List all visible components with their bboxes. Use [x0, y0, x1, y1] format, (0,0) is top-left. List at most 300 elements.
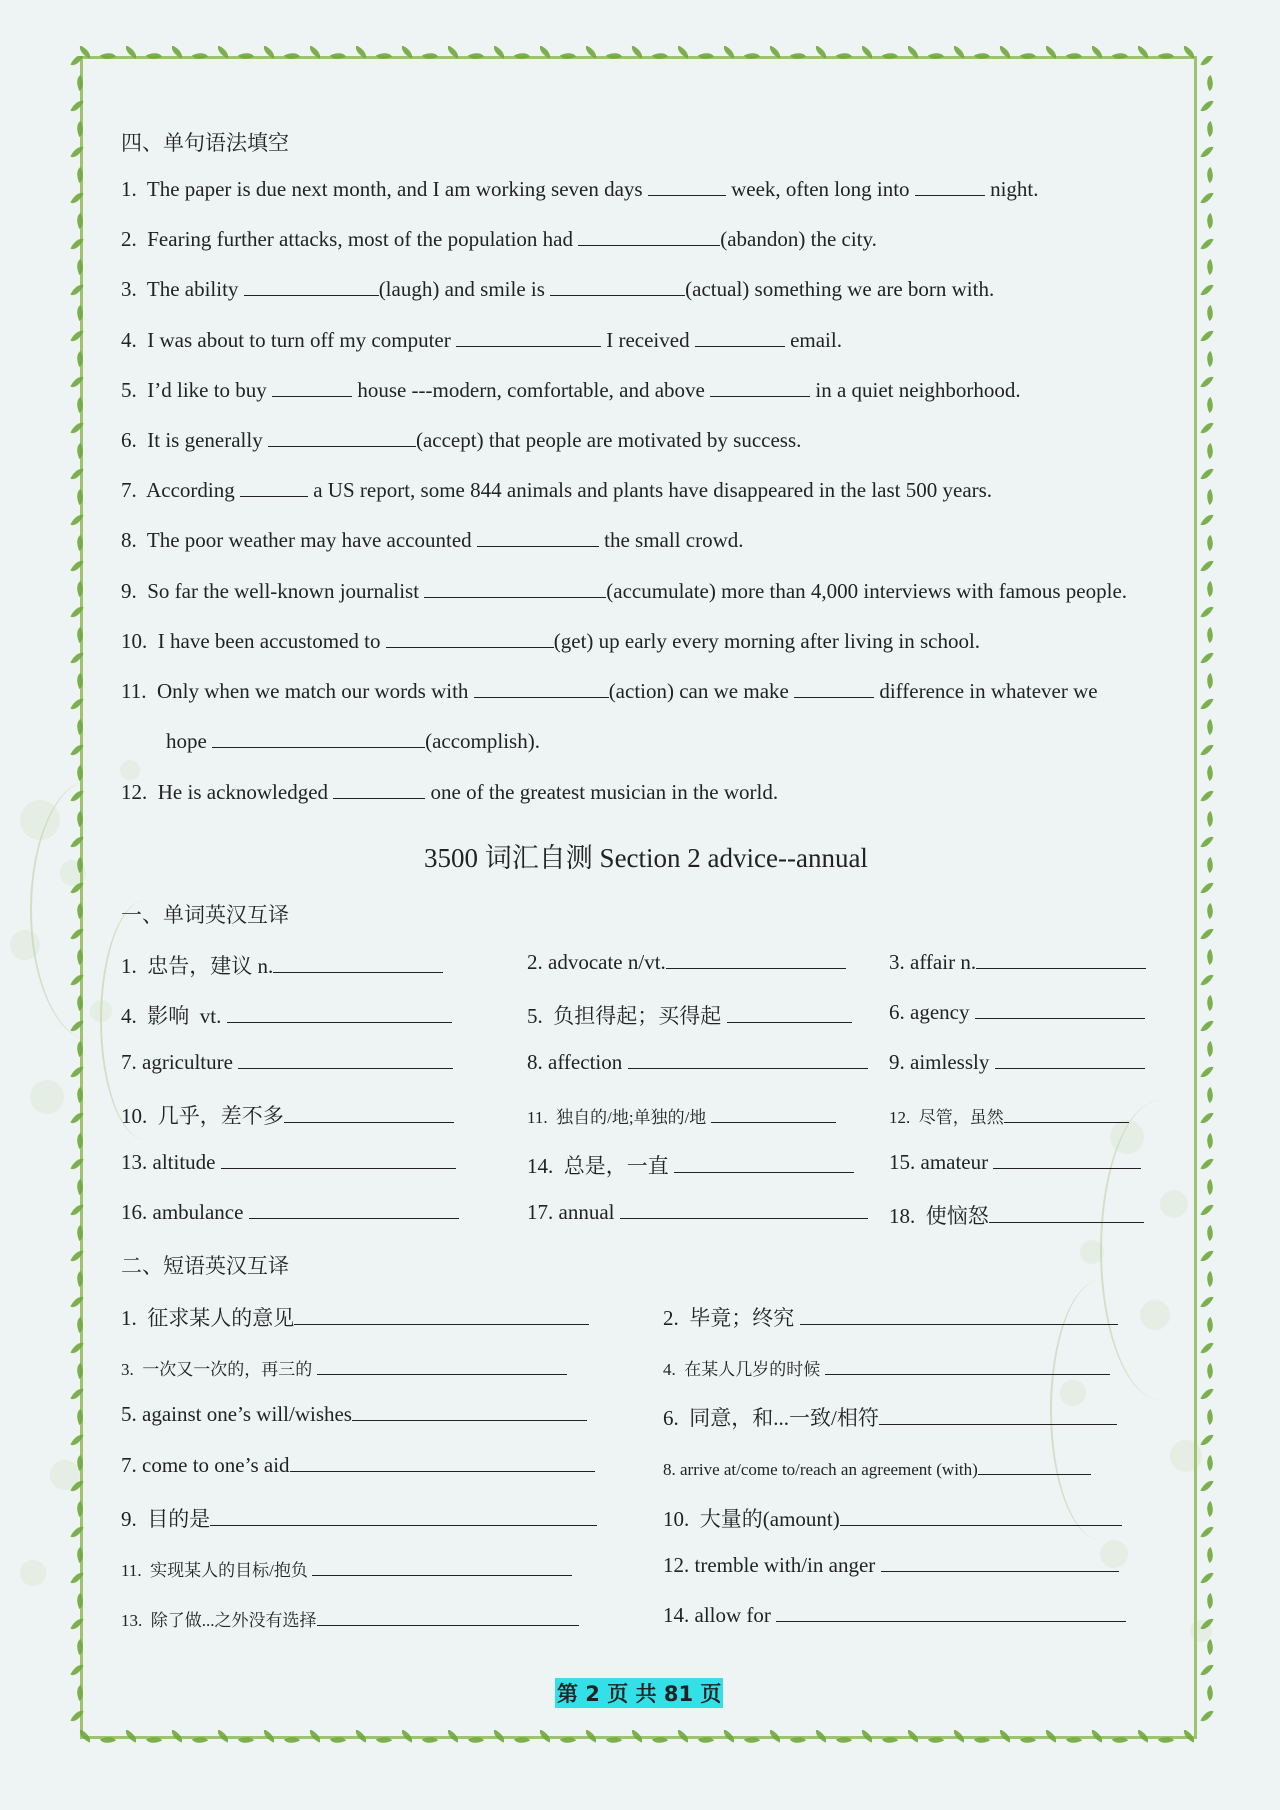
vine-leaf — [1203, 903, 1216, 919]
vine-leaf — [859, 46, 875, 59]
answer-blank[interactable] — [249, 1200, 459, 1219]
answer-blank[interactable] — [238, 1050, 453, 1069]
vine-leaf — [951, 46, 967, 59]
vine-leaf — [70, 466, 83, 482]
vine-leaf — [73, 1455, 86, 1471]
vine-leaf — [70, 788, 83, 804]
vine-leaf — [73, 903, 86, 919]
vine-leaf — [70, 1570, 83, 1586]
vine-leaf — [836, 49, 852, 62]
vine-leaf — [70, 558, 83, 574]
vine-leaf — [1200, 558, 1213, 574]
translation-item — [121, 950, 443, 980]
translation-item — [121, 1050, 453, 1075]
answer-blank[interactable] — [666, 950, 846, 969]
vine-leaf — [73, 1271, 86, 1287]
translation-item — [663, 1355, 1110, 1380]
answer-blank[interactable] — [975, 1000, 1145, 1019]
vine-leaf — [1200, 236, 1213, 252]
vine-leaf — [1203, 443, 1216, 459]
translation-item — [663, 1603, 1126, 1628]
vine-leaf — [1200, 1662, 1213, 1678]
vine-leaf — [1203, 995, 1216, 1011]
vine-leaf — [70, 1616, 83, 1632]
answer-blank[interactable] — [227, 1004, 452, 1023]
vine-leaf — [1200, 374, 1213, 390]
item-number: 8. — [121, 528, 147, 552]
item-number: 9. — [121, 579, 148, 603]
item-prompt: 6. 同意，和...一致/相符 — [663, 1406, 879, 1430]
vine-leaf — [1203, 581, 1216, 597]
vine-leaf — [974, 49, 990, 62]
item-text: It is generally — [147, 428, 268, 452]
item-prompt: 10. 几乎，差不多 — [121, 1104, 284, 1128]
answer-blank[interactable] — [710, 378, 810, 397]
vine-leaf — [1200, 98, 1213, 114]
grammar-item — [121, 528, 744, 553]
answer-blank[interactable] — [1004, 1104, 1129, 1123]
translation-item — [527, 1103, 836, 1128]
vine-leaf — [1181, 46, 1197, 59]
answer-blank[interactable] — [915, 177, 985, 196]
item-prompt: 9. aimlessly — [889, 1050, 995, 1074]
item-prompt: 4. 在某人几岁的时候 — [663, 1360, 825, 1379]
item-text: According — [146, 478, 240, 502]
answer-blank[interactable] — [272, 378, 352, 397]
answer-blank[interactable] — [221, 1150, 456, 1169]
item-text: Fearing further attacks, most of the population had — [147, 227, 579, 251]
vine-leaf — [1203, 1087, 1216, 1103]
vine-leaf — [73, 1317, 86, 1333]
item-text: in a quiet neighborhood. — [810, 378, 1021, 402]
vine-leaf — [445, 46, 461, 59]
vine-leaf — [70, 144, 83, 160]
vine-leaf — [70, 604, 83, 620]
vine-leaf — [330, 49, 346, 62]
vine-leaf — [1203, 1409, 1216, 1425]
translation-item — [663, 1503, 1122, 1533]
vine-leaf — [353, 1730, 369, 1743]
translation-item — [121, 1200, 459, 1225]
vine-leaf — [70, 1064, 83, 1080]
vine-leaf — [652, 49, 668, 62]
vine-leaf — [744, 49, 760, 62]
vine-leaf — [73, 765, 86, 781]
item-prompt: 10. 大量的(amount) — [663, 1507, 840, 1531]
vine-leaf — [1203, 719, 1216, 735]
item-text: (accomplish). — [425, 729, 540, 753]
answer-blank[interactable] — [993, 1150, 1141, 1169]
vine-leaf — [1200, 1570, 1213, 1586]
vine-leaf — [1203, 213, 1216, 229]
item-prompt: 17. annual — [527, 1200, 620, 1224]
answer-blank[interactable] — [352, 1402, 587, 1421]
vine-leaf — [70, 328, 83, 344]
vine-leaf — [675, 46, 691, 59]
vine-leaf — [1181, 1730, 1197, 1743]
vine-leaf — [100, 49, 116, 62]
vine-leaf — [70, 420, 83, 436]
vine-leaf — [307, 1730, 323, 1743]
answer-blank[interactable] — [695, 328, 785, 347]
vine-leaf — [169, 46, 185, 59]
vine-leaf — [146, 49, 162, 62]
vine-leaf — [73, 1409, 86, 1425]
vine-leaf — [767, 1730, 783, 1743]
vine-leaf — [399, 1730, 415, 1743]
item-prompt: 12. 尽管，虽然 — [889, 1108, 1004, 1127]
item-text: the small crowd. — [598, 528, 744, 552]
item-prompt: 5. 负担得起；买得起 — [527, 1004, 727, 1028]
vine-leaf — [330, 1733, 346, 1746]
vine-leaf — [169, 1730, 185, 1743]
vine-leaf — [70, 1202, 83, 1218]
vine-leaf — [73, 1179, 86, 1195]
vine-leaf — [1200, 1294, 1213, 1310]
vine-leaf — [744, 1733, 760, 1746]
vine-leaf — [1203, 765, 1216, 781]
vine-leaf — [376, 49, 392, 62]
vine-leaf — [1203, 1685, 1216, 1701]
item-text: I received — [600, 328, 695, 352]
vine-leaf — [1203, 259, 1216, 275]
item-text: (get) up early every morning after living in school. — [553, 629, 981, 653]
vine-leaf — [1203, 1363, 1216, 1379]
answer-blank[interactable] — [674, 1154, 854, 1173]
vine-leaf — [73, 75, 86, 91]
vine-leaf — [73, 1501, 86, 1517]
answer-blank[interactable] — [995, 1050, 1145, 1069]
vine-leaf — [1158, 49, 1174, 62]
vine-leaf — [1200, 880, 1213, 896]
answer-blank[interactable] — [273, 954, 443, 973]
vine-leaf — [73, 121, 86, 137]
item-text: difference in whatever we — [874, 679, 1098, 703]
item-prompt: 11. 独自的/地;单独的/地 — [527, 1108, 711, 1127]
vine-leaf — [1203, 811, 1216, 827]
answer-blank[interactable] — [268, 428, 416, 447]
vine-leaf — [1200, 420, 1213, 436]
answer-blank[interactable] — [879, 1406, 1117, 1425]
translation-item — [121, 1453, 595, 1478]
vine-leaf — [698, 1733, 714, 1746]
grammar-item — [166, 729, 540, 754]
vine-leaf — [146, 1733, 162, 1746]
vine-leaf — [1200, 1018, 1213, 1034]
item-prompt: 2. advocate n/vt. — [527, 950, 666, 974]
answer-blank[interactable] — [240, 478, 308, 497]
vine-leaf — [813, 1730, 829, 1743]
vine-leaf — [70, 834, 83, 850]
item-text: (laugh) and smile is — [378, 277, 551, 301]
vine-leaf — [1200, 1248, 1213, 1264]
vine-leaf — [1200, 56, 1213, 68]
vine-leaf — [284, 49, 300, 62]
answer-blank[interactable] — [800, 1306, 1118, 1325]
vine-leaf — [73, 857, 86, 873]
vine-leaf — [73, 259, 86, 275]
item-number: 12. — [121, 780, 158, 804]
vine-leaf — [70, 374, 83, 390]
vine-leaf — [123, 1730, 139, 1743]
vine-leaf — [629, 1730, 645, 1743]
vine-leaf — [560, 49, 576, 62]
vine-leaf — [1200, 742, 1213, 758]
grammar-item — [121, 478, 992, 503]
grammar-item — [121, 227, 877, 252]
item-prompt: 14. 总是，一直 — [527, 1154, 674, 1178]
vine-leaf — [1200, 1202, 1213, 1218]
vine-leaf — [1203, 1455, 1216, 1471]
answer-blank[interactable] — [840, 1507, 1122, 1526]
vine-leaf — [70, 98, 83, 114]
item-text: (action) can we make — [608, 679, 795, 703]
translation-item — [889, 1103, 1129, 1128]
item-prompt: 5. against one’s will/wishes — [121, 1402, 352, 1426]
answer-blank[interactable] — [648, 177, 726, 196]
item-text: The poor weather may have accounted — [146, 528, 477, 552]
grammar-item — [121, 579, 1127, 604]
vine-leaf — [951, 1730, 967, 1743]
vine-leaf — [70, 1386, 83, 1402]
vine-leaf — [73, 1639, 86, 1655]
vine-leaf — [70, 1478, 83, 1494]
answer-blank[interactable] — [825, 1356, 1110, 1375]
answer-blank[interactable] — [456, 328, 601, 347]
answer-blank[interactable] — [210, 1507, 597, 1526]
vine-leaf — [859, 1730, 875, 1743]
vine-leaf — [1200, 1616, 1213, 1632]
vine-leaf — [491, 1730, 507, 1743]
answer-blank[interactable] — [628, 1050, 868, 1069]
answer-blank[interactable] — [550, 277, 685, 296]
vine-leaf — [73, 949, 86, 965]
translation-item — [889, 1050, 1145, 1075]
item-text: one of the greatest musician in the world. — [425, 780, 779, 804]
vine-leaf — [790, 1733, 806, 1746]
vine-leaf — [1089, 1730, 1105, 1743]
translation-item — [121, 1150, 456, 1175]
item-text: (actual) something we are born with. — [685, 277, 995, 301]
vine-leaf — [675, 1730, 691, 1743]
vine-leaf — [73, 443, 86, 459]
vine-leaf — [1203, 673, 1216, 689]
translation-item — [121, 1000, 452, 1030]
vine-leaf — [1203, 1593, 1216, 1609]
answer-blank[interactable] — [424, 579, 606, 598]
page-number: 第 2 页 共 81 页 — [555, 1678, 723, 1708]
vine-leaf — [73, 1547, 86, 1563]
vine-leaf — [73, 811, 86, 827]
translation-item — [889, 1000, 1145, 1025]
vine-leaf — [73, 397, 86, 413]
item-number: 3. — [121, 277, 147, 301]
translation-item — [527, 950, 846, 975]
vine-leaf — [1135, 1730, 1151, 1743]
vine-leaf — [1203, 1639, 1216, 1655]
vine-leaf — [537, 46, 553, 59]
vine-leaf — [422, 1733, 438, 1746]
grammar-item — [121, 328, 842, 353]
vine-leaf — [882, 1733, 898, 1746]
answer-blank[interactable] — [578, 227, 720, 246]
answer-blank[interactable] — [474, 679, 609, 698]
flower-shape — [30, 1080, 64, 1114]
vine-leaf — [767, 46, 783, 59]
vine-leaf — [606, 1733, 622, 1746]
vine-leaf — [1203, 397, 1216, 413]
answer-blank[interactable] — [284, 1104, 454, 1123]
answer-blank[interactable] — [620, 1200, 868, 1219]
item-number: 5. — [121, 378, 148, 402]
vine-leaf — [1200, 788, 1213, 804]
item-text: (abandon) the city. — [720, 227, 877, 251]
vine-leaf — [583, 46, 599, 59]
item-prompt: 8. arrive at/come to/reach an agreement (with) — [663, 1460, 978, 1479]
vine-leaf — [1203, 1501, 1216, 1517]
vine-leaf — [70, 1248, 83, 1264]
vine-leaf — [73, 1041, 86, 1057]
vine-leaf — [215, 46, 231, 59]
vine-leaf — [1089, 46, 1105, 59]
translation-item — [121, 1606, 579, 1631]
vine-leaf — [1043, 46, 1059, 59]
vine-leaf — [721, 46, 737, 59]
answer-blank[interactable] — [386, 629, 554, 648]
answer-blank[interactable] — [978, 1456, 1091, 1475]
item-prompt: 13. altitude — [121, 1150, 221, 1174]
answer-blank[interactable] — [727, 1004, 852, 1023]
vine-leaf — [974, 1733, 990, 1746]
vine-leaf — [73, 1363, 86, 1379]
vine-leaf — [1020, 1733, 1036, 1746]
item-number: 4. — [121, 328, 148, 352]
vine-leaf — [70, 972, 83, 988]
vine-leaf — [73, 719, 86, 735]
grammar-item — [121, 277, 994, 302]
translation-item — [121, 1302, 589, 1332]
vine-leaf — [1203, 857, 1216, 873]
answer-blank[interactable] — [881, 1553, 1119, 1572]
item-text: week, often long into — [725, 177, 915, 201]
vine-leaf — [1200, 972, 1213, 988]
answer-blank[interactable] — [794, 679, 874, 698]
vine-leaf — [353, 46, 369, 59]
vine-leaf — [73, 627, 86, 643]
vine-leaf — [1203, 489, 1216, 505]
vine-border-bottom — [78, 1730, 1203, 1746]
vine-leaf — [468, 49, 484, 62]
translation-item — [121, 1355, 567, 1380]
answer-blank[interactable] — [711, 1104, 836, 1123]
item-number: 2. — [121, 227, 148, 251]
answer-blank[interactable] — [244, 277, 379, 296]
vine-leaf — [238, 1733, 254, 1746]
item-text: a US report, some 844 animals and plants have disappeared in the last 500 years. — [307, 478, 993, 502]
answer-blank[interactable] — [317, 1356, 567, 1375]
vine-leaf — [606, 49, 622, 62]
item-prompt: 7. come to one’s aid — [121, 1453, 290, 1477]
vine-leaf — [1066, 49, 1082, 62]
answer-blank[interactable] — [333, 780, 425, 799]
answer-blank[interactable] — [477, 528, 599, 547]
vine-leaf — [261, 1730, 277, 1743]
vine-leaf — [537, 1730, 553, 1743]
page-border — [80, 56, 1197, 1739]
item-text: So far the well-known journalist — [147, 579, 425, 603]
vine-leaf — [261, 46, 277, 59]
vine-leaf — [813, 46, 829, 59]
translation-item — [527, 1000, 852, 1030]
vine-leaf — [70, 926, 83, 942]
item-prompt: 11. 实现某人的目标/抱负 — [121, 1561, 313, 1580]
answer-blank[interactable] — [212, 729, 425, 748]
vine-leaf — [73, 1087, 86, 1103]
vine-leaf — [70, 742, 83, 758]
vine-leaf — [70, 1294, 83, 1310]
vine-leaf — [583, 1730, 599, 1743]
vine-leaf — [376, 1733, 392, 1746]
answer-blank[interactable] — [989, 1204, 1144, 1223]
item-prompt: 3. 一次又一次的，再三的 — [121, 1360, 317, 1379]
vine-leaf — [1203, 1133, 1216, 1149]
vine-leaf — [73, 489, 86, 505]
answer-blank[interactable] — [776, 1603, 1126, 1622]
vine-leaf — [514, 1733, 530, 1746]
answer-blank[interactable] — [294, 1306, 589, 1325]
vine-leaf — [1043, 1730, 1059, 1743]
grammar-item — [121, 679, 1098, 704]
answer-blank[interactable] — [317, 1607, 579, 1626]
answer-blank[interactable] — [290, 1453, 595, 1472]
vine-leaf — [997, 46, 1013, 59]
flower-shape — [20, 1560, 46, 1586]
vine-leaf — [1200, 144, 1213, 160]
page-title: 3500 词汇自测 Section 2 advice--annual — [424, 843, 868, 873]
grammar-item — [121, 177, 1038, 202]
vine-leaf — [1203, 167, 1216, 183]
vine-leaf — [73, 995, 86, 1011]
vine-leaf — [491, 46, 507, 59]
vine-leaf — [1200, 1064, 1213, 1080]
vine-leaf — [70, 1018, 83, 1034]
vine-leaf — [1200, 282, 1213, 298]
vine-border-right — [1200, 56, 1216, 1736]
item-text: The paper is due next month, and I am working seven days — [146, 177, 648, 201]
item-prompt: 12. tremble with/in anger — [663, 1553, 881, 1577]
vine-leaf — [1200, 328, 1213, 344]
vine-leaf — [1135, 46, 1151, 59]
item-number: 7. — [121, 478, 147, 502]
grammar-item — [121, 378, 1021, 403]
vine-leaf — [1203, 1041, 1216, 1057]
grammar-item — [121, 780, 778, 805]
answer-blank[interactable] — [312, 1557, 572, 1576]
vine-leaf — [100, 1733, 116, 1746]
item-text: I was about to turn off my computer — [147, 328, 456, 352]
translation-item — [527, 1150, 854, 1180]
item-prompt: 1. 征求某人的意见 — [121, 1306, 295, 1330]
vine-leaf — [238, 49, 254, 62]
vine-leaf — [629, 46, 645, 59]
vine-leaf — [1200, 1340, 1213, 1356]
vine-leaf — [1020, 49, 1036, 62]
answer-blank[interactable] — [976, 950, 1146, 969]
vine-leaf — [70, 880, 83, 896]
item-prompt: 6. agency — [889, 1000, 975, 1024]
item-text: The ability — [146, 277, 244, 301]
vine-leaf — [70, 1662, 83, 1678]
